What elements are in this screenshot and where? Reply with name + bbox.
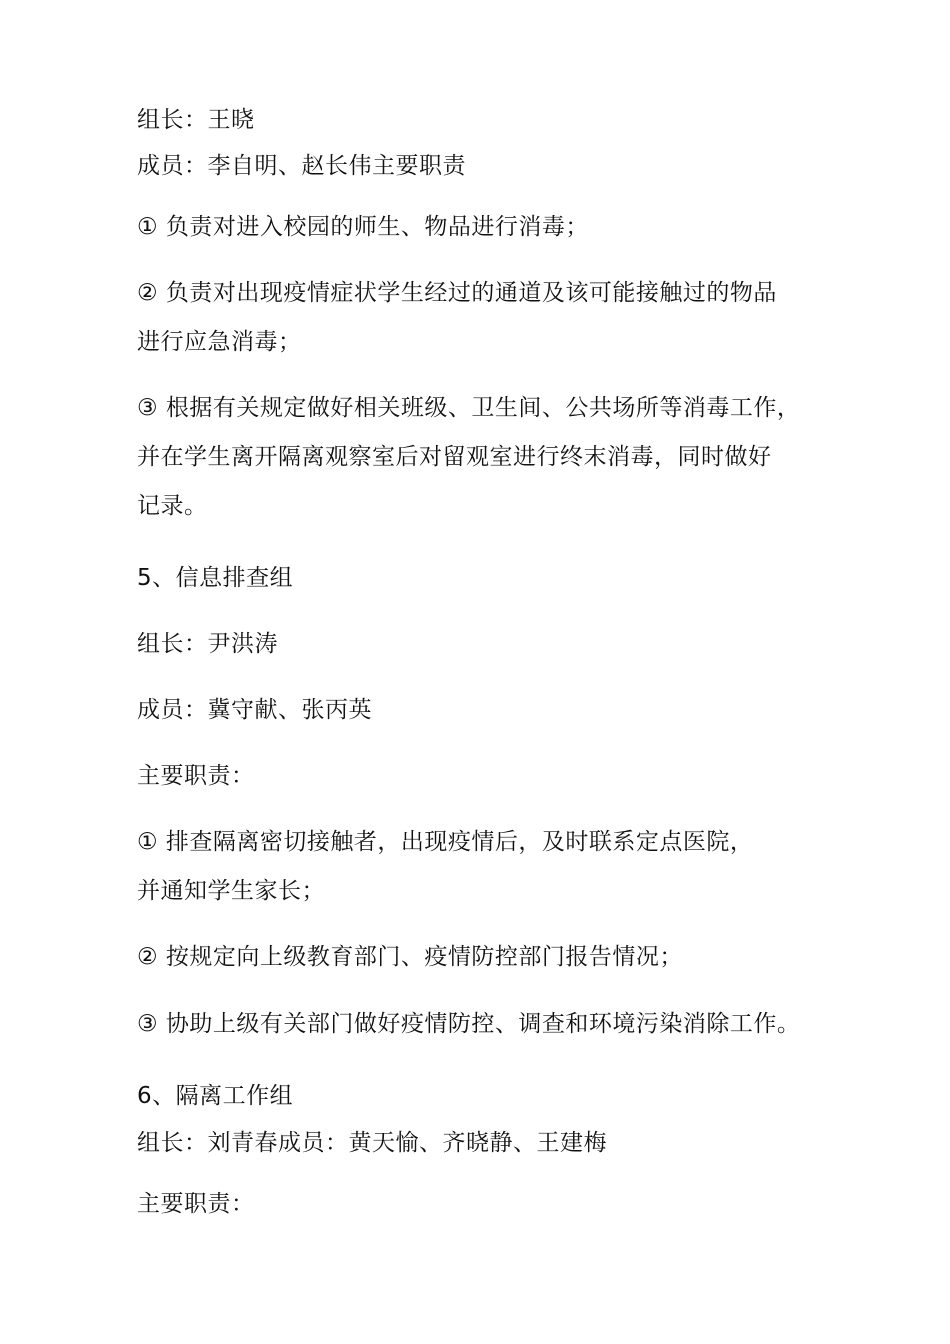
section-heading-5: 5、信息排查组 [137, 565, 294, 591]
duties-heading: 主要职责： [137, 763, 255, 789]
leader-line: 组长：王晓 [137, 107, 255, 133]
leader-members-line: 组长：刘青春成员：黄天愉、齐晓静、王建梅 [137, 1130, 607, 1156]
duty-item-2: ② 负责对出现疫情症状学生经过的通道及该可能接触过的物品 [137, 280, 777, 306]
duties-heading: 主要职责： [137, 1191, 255, 1217]
duty-item-3: ③ 根据有关规定做好相关班级、卫生间、公共场所等消毒工作， [137, 395, 801, 421]
duty-item-2: ② 按规定向上级教育部门、疫情防控部门报告情况； [137, 944, 683, 970]
leader-line: 组长：尹洪涛 [137, 631, 278, 657]
duty-item-3-cont: 并在学生离开隔离观察室后对留观室进行终末消毒，同时做好 [137, 444, 772, 470]
duty-item-3-cont2: 记录。 [137, 493, 208, 519]
members-line: 成员：冀守献、张丙英 [137, 697, 372, 723]
members-line: 成员：李自明、赵长伟主要职责 [137, 153, 466, 179]
duty-item-3: ③ 协助上级有关部门做好疫情防控、调查和环境污染消除工作。 [137, 1011, 801, 1037]
duty-item-1: ① 排查隔离密切接触者，出现疫情后，及时联系定点医院， [137, 829, 754, 855]
section-heading-6: 6、隔离工作组 [137, 1083, 294, 1109]
duty-item-1-cont: 并通知学生家长； [137, 878, 325, 904]
duty-item-1: ① 负责对进入校园的师生、物品进行消毒； [137, 214, 589, 240]
duty-item-2-cont: 进行应急消毒； [137, 329, 302, 355]
